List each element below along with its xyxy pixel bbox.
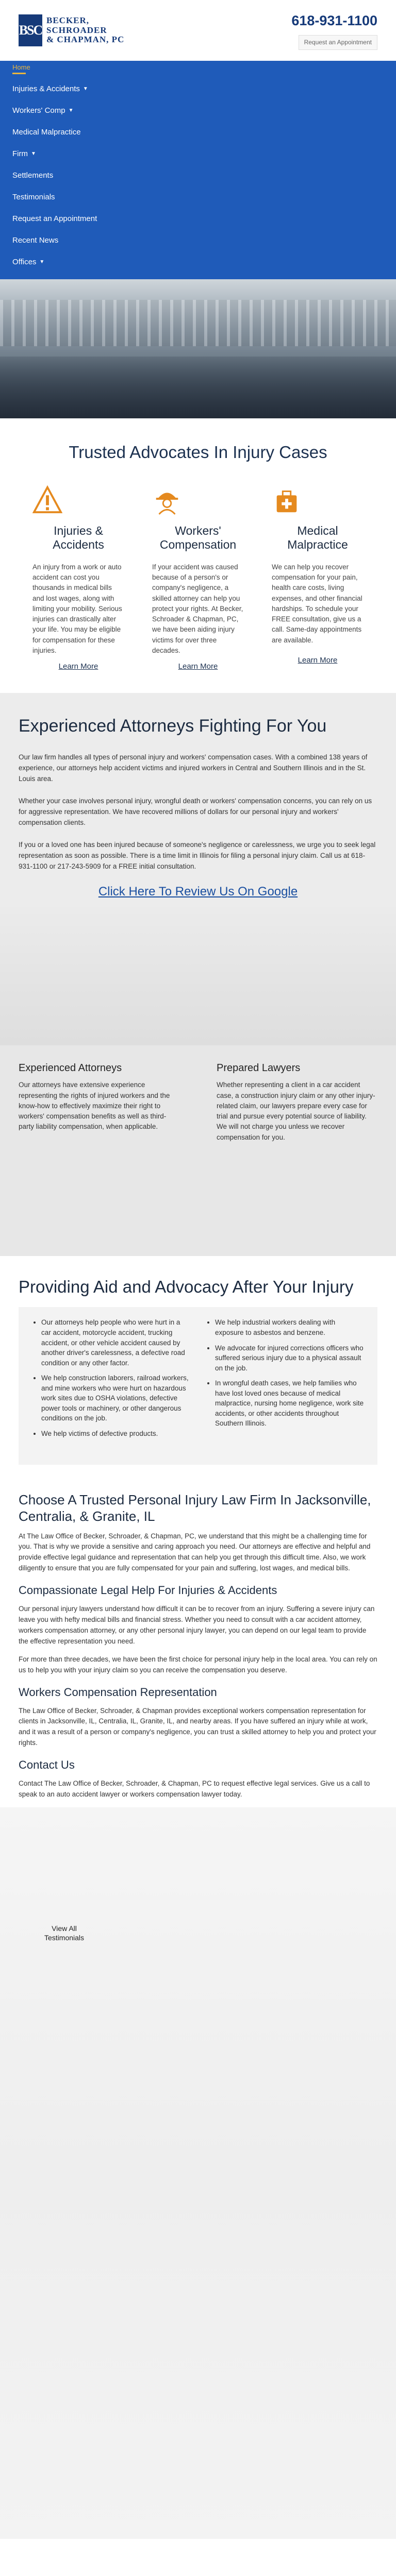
section-background-image	[0, 901, 396, 1045]
learn-more-link[interactable]: Learn More	[298, 655, 338, 665]
nav-items	[12, 78, 384, 273]
content-paragraph: Our personal injury lawyers understand how difficult it can be to recover from an injury. Suffering a severe injury can leave you with hefty medical bills and financial stress. Whether you need to consult with a car accident attorney, workers compensation attorney, or any other personal injury lawyer, you can depend on our legal team to provide the effective representation you need.	[19, 1605, 375, 1645]
nav-item-label: Settlements	[12, 171, 54, 180]
column-text: Whether representing a client in a car accident case, a construction injury claim or any other injury-related claim, our lawyers prepare every case for trial and pursue every potential source of liability. We will not charge you unless we recover compensation for you.	[217, 1081, 375, 1141]
phone-number[interactable]: 618-931-1100	[291, 12, 377, 28]
card-title: Medical Malpractice	[287, 523, 348, 552]
column-prepared	[198, 1045, 396, 1256]
content-paragraph: At The Law Office of Becker, Schroader, & Chapman, PC, we understand that this might be a challenging time for you. That is why we provide a sensitive and caring approach you need. Our attorneys are effective and helpful and provide effective legal guidance and representation that can help you get through this difficult time. Also, we work diligently to ensure that you are fully compensated for your pain and suffering, lost wages, and medical bills.	[19, 1532, 371, 1572]
nav-item-testimonials[interactable]	[12, 187, 384, 208]
logo-line-3: & CHAPMAN, PC	[46, 35, 125, 45]
column-text: Our attorneys have extensive experience representing the rights of injured workers and the know-how to effectively maximize their right to workers' compensation benefits as well as third-party liability compensation, when applicable.	[19, 1081, 170, 1131]
list-item: • Our attorneys help people who were hurt in a car accident, motorcycle accident, trucking accident, or other vehicle accident caused by another driver's carelessness, a defective road condition or any other factor.	[41, 1317, 190, 1368]
logo-line-2: SCHROADER	[46, 25, 107, 35]
experienced-paragraph-2: Whether your case involves personal injury, wrongful death or workers' compensation concerns, you can rely on us for aggressive representation. We have recovered millions of dollars for our personal injury and workers' compensation clients.	[19, 796, 372, 826]
aid-section	[0, 1256, 396, 1470]
card-title: Injuries & Accidents	[53, 523, 104, 552]
nav-item-request-an-appointment[interactable]	[12, 208, 384, 230]
aid-title: Providing Aid and Advocacy After Your Injury	[19, 1277, 354, 1296]
nav-item-workers-comp[interactable]	[12, 100, 384, 122]
logo-line-1: BECKER,	[46, 15, 90, 25]
view-all-line-1: View All	[52, 1924, 77, 1933]
list-item: • We help victims of defective products.	[41, 1429, 190, 1439]
google-review-link[interactable]: Click Here To Review Us On Google	[98, 885, 298, 899]
learn-more-link[interactable]: Learn More	[58, 662, 98, 671]
attorney-columns	[0, 1045, 396, 1256]
column-title: Prepared Lawyers	[217, 1062, 301, 1074]
aid-list-left	[32, 1317, 190, 1444]
nav-item-medical-malpractice[interactable]	[12, 122, 384, 143]
content-section	[0, 1470, 396, 1800]
logo-mark: BSC	[19, 14, 42, 46]
card-text: We can help you recover compensation for your pain, health care costs, living expenses, and other financial hardships. To schedule your FREE consultation, give us a call. Same-day appointments are available.	[272, 563, 362, 644]
chevron-down-icon: ▼	[39, 259, 45, 265]
content-heading-3: Workers Compensation Representation	[19, 1685, 217, 1699]
nav-item-recent-news[interactable]	[12, 230, 384, 251]
nav-item-offices[interactable]	[12, 251, 384, 273]
chevron-down-icon: ▼	[31, 151, 36, 157]
content-heading-2: Compassionate Legal Help For Injuries & Accidents	[19, 1584, 277, 1597]
list-item: • We help construction laborers, railroad workers, and mine workers who were hurt on hazardous work sites due to OSHA violations, defective power tools or machinery, or other dangerous conditions on the job.	[41, 1373, 190, 1423]
card-injuries	[32, 485, 124, 672]
view-all-line-2: Testimonials	[44, 1934, 85, 1942]
nav-item-label: Workers' Comp	[12, 106, 65, 115]
testimonials-section	[0, 1807, 396, 2539]
nav-item-settlements[interactable]	[12, 165, 384, 187]
list-item: • In wrongful death cases, we help families who have lost loved ones because of medical malpractice, nursing home negligence, work site accidents, or other accidents throughout Southern Illinois.	[215, 1378, 364, 1429]
column-experienced	[0, 1045, 198, 1256]
content-heading-1: Choose A Trusted Personal Injury Law Firm In Jacksonville, Centralia, & Granite, IL	[19, 1492, 371, 1524]
nav-item-label: Recent News	[12, 236, 59, 245]
logo-text	[46, 16, 124, 45]
site-header	[0, 0, 396, 61]
experienced-paragraph-3: If you or a loved one has been injured because of someone's negligence or carelessness, we urge you to seek legal representation as soon as possible. There is a time limit in Illinois for filing a personal injury claim. Call us at 618-931-1100 or 217-243-5909 for a FREE initial consultation.	[19, 840, 376, 870]
nav-item-label: Medical Malpractice	[12, 128, 81, 137]
trusted-section	[0, 418, 396, 693]
card-medical-malpractice	[272, 485, 364, 672]
card-workers-comp	[152, 485, 244, 672]
header-contact	[291, 11, 377, 50]
trusted-title: Trusted Advocates In Injury Cases	[69, 443, 327, 462]
experienced-title: Experienced Attorneys Fighting For You	[19, 716, 327, 736]
nav-item-firm[interactable]	[12, 143, 384, 165]
card-text: If your accident was caused because of a person's or company's negligence, a skilled attorney can help you protect your rights. At Becker, Schroader & Chapman, PC, we have been aiding injury victims for over three decades.	[152, 563, 243, 654]
request-appointment-button[interactable]: Request an Appointment	[299, 35, 377, 50]
experienced-section	[0, 693, 396, 1045]
nav-item-label: Request an Appointment	[12, 214, 97, 224]
nav-item-label: Injuries & Accidents	[12, 84, 80, 94]
list-item: • We advocate for injured corrections officers who suffered serious injury due to a physical assault on the job.	[215, 1343, 364, 1374]
chevron-down-icon: ▼	[68, 108, 74, 114]
aid-list-right	[206, 1317, 364, 1444]
content-paragraph: Contact The Law Office of Becker, Schroader, & Chapman, PC to request effective legal services. Give us a call to speak to an auto accident lawyer or workers compensation lawyer today.	[19, 1780, 370, 1799]
column-title: Experienced Attorneys	[19, 1062, 122, 1074]
nav-item-injuries-accidents[interactable]	[12, 78, 384, 100]
hero-image	[0, 279, 396, 418]
nav-item-label: Offices	[12, 258, 37, 267]
view-all-testimonials-link[interactable]	[44, 1924, 84, 1942]
nav-home-link[interactable]: Home	[12, 63, 30, 71]
chevron-down-icon: ▼	[82, 86, 88, 92]
worker-icon	[152, 485, 182, 515]
experienced-paragraph-1: Our law firm handles all types of personal injury and workers' compensation cases. With a combined 138 years of experience, our attorneys help accident victims and injured workers in Central and Southern Illinois and in the St. Louis area.	[19, 753, 368, 783]
list-item: • We help industrial workers dealing with exposure to asbestos and benzene.	[215, 1317, 364, 1337]
content-heading-4: Contact Us	[19, 1758, 75, 1772]
content-paragraph: For more than three decades, we have been the first choice for personal injury help in the local area. You can rely on us to help you with your injury claim so you can receive the compensation you deserve.	[19, 1655, 377, 1674]
medical-icon	[272, 485, 302, 515]
aid-list-box	[19, 1307, 377, 1464]
home-underline	[12, 73, 26, 74]
logo[interactable]	[19, 14, 124, 46]
card-title: Workers' Compensation	[159, 523, 237, 552]
card-text: An injury from a work or auto accident can cost you thousands in medical bills and lost wages, along with limiting your mobility. Serious injuries can drastically alter your life. You may be eligible for compensation for these injuries.	[32, 563, 122, 654]
content-paragraph: The Law Office of Becker, Schroader, & Chapman provides exceptional workers compensation representation for clients in Jacksonville, IL, Centralia, IL, Granite, IL, and nearby areas. If you have suffered an injury while at work, and it was a result of a person or company's negligence, you can trust a skilled attorney to help you and protect your rights.	[19, 1706, 376, 1747]
practice-cards	[0, 485, 396, 672]
hazard-icon	[32, 485, 62, 515]
nav-item-label: Testimonials	[12, 193, 55, 202]
learn-more-link[interactable]: Learn More	[178, 662, 218, 671]
main-nav	[0, 61, 396, 279]
nav-item-label: Firm	[12, 149, 28, 159]
